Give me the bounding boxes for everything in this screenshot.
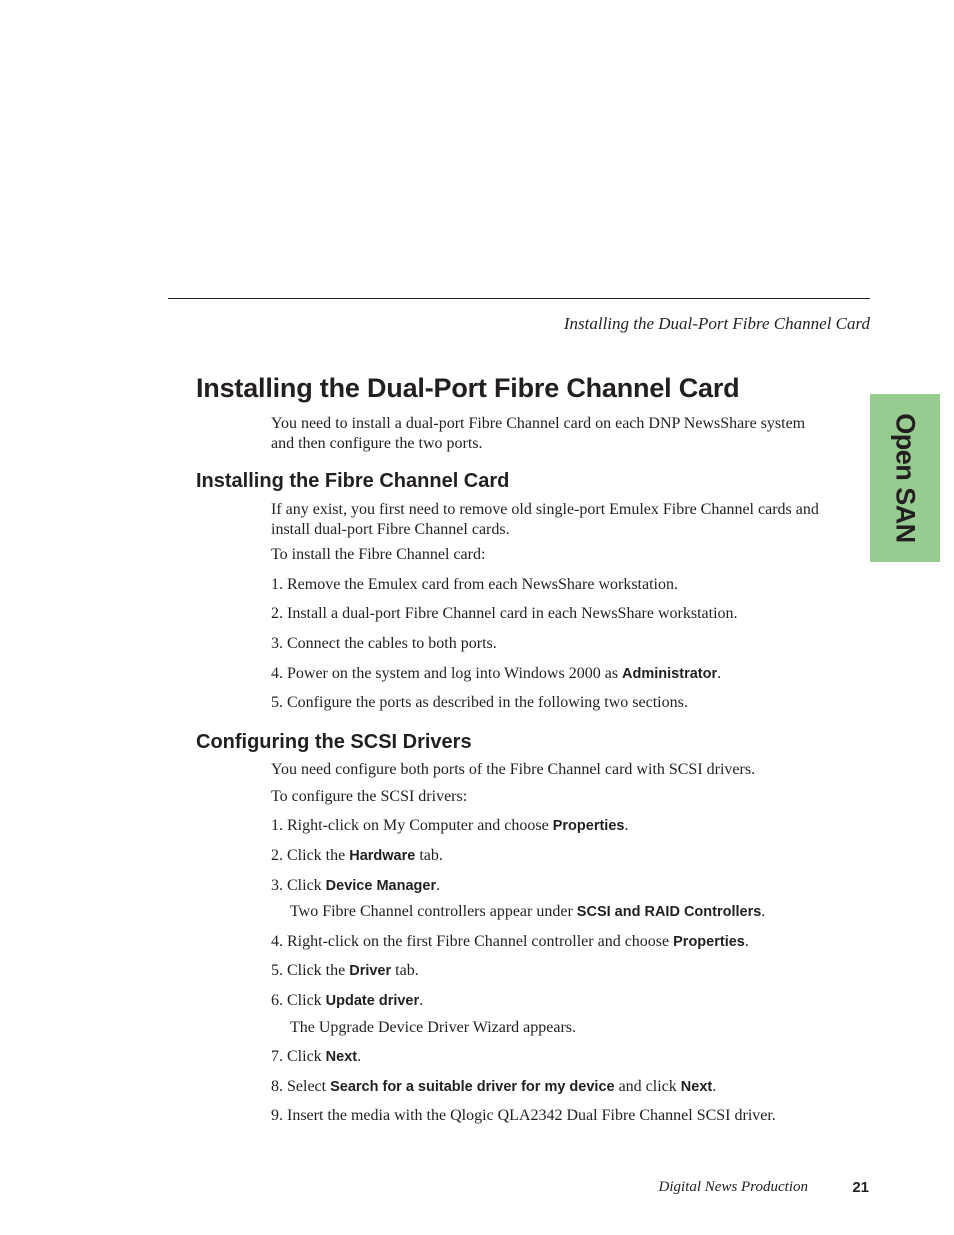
side-tab	[870, 394, 940, 562]
config-step-4: 4. Right-click on the first Fibre Channel controller and choose Properties.	[271, 933, 749, 950]
install-step-2: 2. Install a dual-port Fibre Channel card in each NewsShare workstation.	[271, 605, 738, 622]
subsection-title-configuring-scsi: Configuring the SCSI Drivers	[196, 731, 472, 753]
install-step-1: 1. Remove the Emulex card from each NewsShare workstation.	[271, 576, 678, 593]
ui-term-next: Next	[680, 1079, 713, 1095]
config-step-3: 3. Click Device Manager.	[271, 877, 441, 894]
ui-term-scsi-raid-controllers: SCSI and RAID Controllers	[576, 904, 762, 920]
section3-paragraph-1: You need configure both ports of the Fibre Channel card with SCSI drivers.	[271, 761, 756, 778]
header-rule	[168, 298, 870, 299]
side-tab-label: Open SAN	[890, 413, 921, 543]
running-header: Installing the Dual-Port Fibre Channel Card	[563, 314, 870, 333]
ui-term-device-manager: Device Manager	[325, 878, 437, 894]
config-step-2: 2. Click the Hardware tab.	[271, 847, 443, 864]
section-title-installing-dual-port: Installing the Dual-Port Fibre Channel Card	[196, 373, 740, 403]
ui-term-update-driver: Update driver	[325, 993, 420, 1009]
ui-term-driver: Driver	[349, 963, 392, 979]
config-step-5: 5. Click the Driver tab.	[271, 962, 419, 979]
config-step-3-result: Two Fibre Channel controllers appear under SCSI and RAID Controllers.	[290, 903, 766, 920]
section2-paragraph-1: If any exist, you first need to remove old single-port Emulex Fibre Channel cards and install dual-port Fibre Channel cards.	[271, 501, 819, 538]
ui-term-next: Next	[325, 1049, 358, 1065]
section2-paragraph-2: To install the Fibre Channel card:	[271, 546, 486, 563]
ui-term-properties: Properties	[673, 934, 745, 950]
config-step-6-result: The Upgrade Device Driver Wizard appears.	[290, 1019, 577, 1036]
subsection-title-installing-card: Installing the Fibre Channel Card	[196, 470, 510, 492]
config-step-1: 1. Right-click on My Computer and choose Properties.	[271, 817, 629, 834]
install-step-5: 5. Configure the ports as described in the following two sections.	[271, 694, 688, 711]
section1-intro: You need to install a dual-port Fibre Channel card on each DNP NewsShare system and then configure the two ports.	[271, 415, 806, 452]
config-step-7: 7. Click Next.	[271, 1048, 362, 1065]
install-step-3: 3. Connect the cables to both ports.	[271, 635, 497, 652]
config-step-9: 9. Insert the media with the Qlogic QLA2342 Dual Fibre Channel SCSI driver.	[271, 1107, 776, 1124]
ui-term-properties: Properties	[552, 818, 625, 834]
footer-book-title: Digital News Production	[658, 1179, 808, 1195]
ui-term-administrator: Administrator	[622, 666, 718, 682]
ui-term-search-driver: Search for a suitable driver for my device	[330, 1079, 615, 1095]
config-step-6: 6. Click Update driver.	[271, 992, 424, 1009]
install-step-4: 4. Power on the system and log into Windows 2000 as Administrator.	[271, 665, 722, 682]
ui-term-hardware: Hardware	[349, 848, 416, 864]
config-step-8: 8. Select Search for a suitable driver for my device and click Next.	[271, 1078, 717, 1095]
section3-paragraph-2: To configure the SCSI drivers:	[271, 788, 468, 805]
footer-page-number: 21	[852, 1179, 869, 1196]
